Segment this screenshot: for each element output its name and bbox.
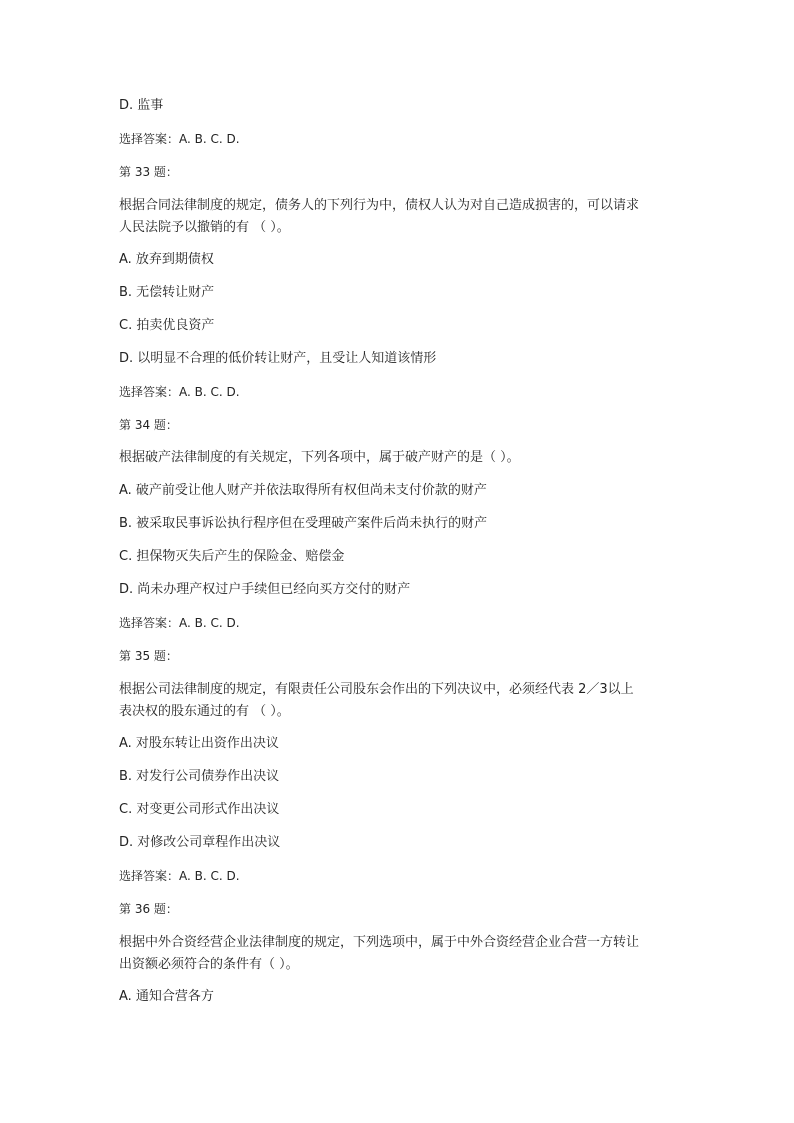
option-c: C. 对变更公司形式作出决议: [119, 802, 280, 817]
option-d: D. 以明显不合理的低价转让财产，且受让人知道该情形: [119, 351, 437, 366]
question-number: 第 33 题：: [119, 165, 178, 179]
question-text-line: 人民法院予以撤销的有 （ ）。: [119, 220, 290, 235]
option-d: D. 对修改公司章程作出决议: [119, 835, 281, 850]
question-text: [119, 932, 679, 976]
answer-line: 选择答案：A. B. C. D.: [119, 616, 240, 630]
option-a: A. 破产前受让他人财产并依法取得所有权但尚未支付价款的财产: [119, 483, 487, 498]
option-a: A. 通知合营各方: [119, 989, 214, 1004]
question-text-line: 根据公司法律制度的规定，有限责任公司股东会作出的下列决议中，必须经代表 2／3以上: [119, 682, 634, 697]
question-text-line: 根据合同法律制度的规定，债务人的下列行为中，债权人认为对自己造成损害的，可以请求: [119, 198, 640, 213]
option-b: B. 无偿转让财产: [119, 285, 215, 300]
question-text-line: 出资额必须符合的条件有（ ）。: [119, 957, 299, 972]
option-c: C. 担保物灭失后产生的保险金、赔偿金: [119, 549, 345, 564]
question-text-line: 表决权的股东通过的有 （ ）。: [119, 704, 290, 719]
question-text: [119, 679, 679, 723]
answer-line: 选择答案：A. B. C. D.: [119, 385, 240, 399]
option-d: D. 尚未办理产权过户手续但已经向买方交付的财产: [119, 582, 411, 597]
question-number: 第 34 题：: [119, 418, 178, 432]
option-a: A. 对股东转让出资作出决议: [119, 736, 279, 751]
option-c: C. 拍卖优良资产: [119, 318, 215, 333]
answer-line: 选择答案：A. B. C. D.: [119, 132, 240, 146]
option-a: A. 放弃到期债权: [119, 252, 214, 267]
option-b: B. 被采取民事诉讼执行程序但在受理破产案件后尚未执行的财产: [119, 516, 488, 531]
question-text: 根据破产法律制度的有关规定，下列各项中，属于破产财产的是（ ）。: [119, 450, 520, 465]
question-text: [119, 195, 679, 239]
question-number: 第 35 题：: [119, 649, 178, 663]
document-page: [119, 96, 679, 1020]
option-b: B. 对发行公司债券作出决议: [119, 769, 280, 784]
question-text-line: 根据中外合资经营企业法律制度的规定，下列选项中，属于中外合资经营企业合营一方转让: [119, 935, 640, 950]
answer-line: 选择答案：A. B. C. D.: [119, 869, 240, 883]
option-d: D. 监事: [119, 98, 164, 113]
question-number: 第 36 题：: [119, 902, 178, 916]
